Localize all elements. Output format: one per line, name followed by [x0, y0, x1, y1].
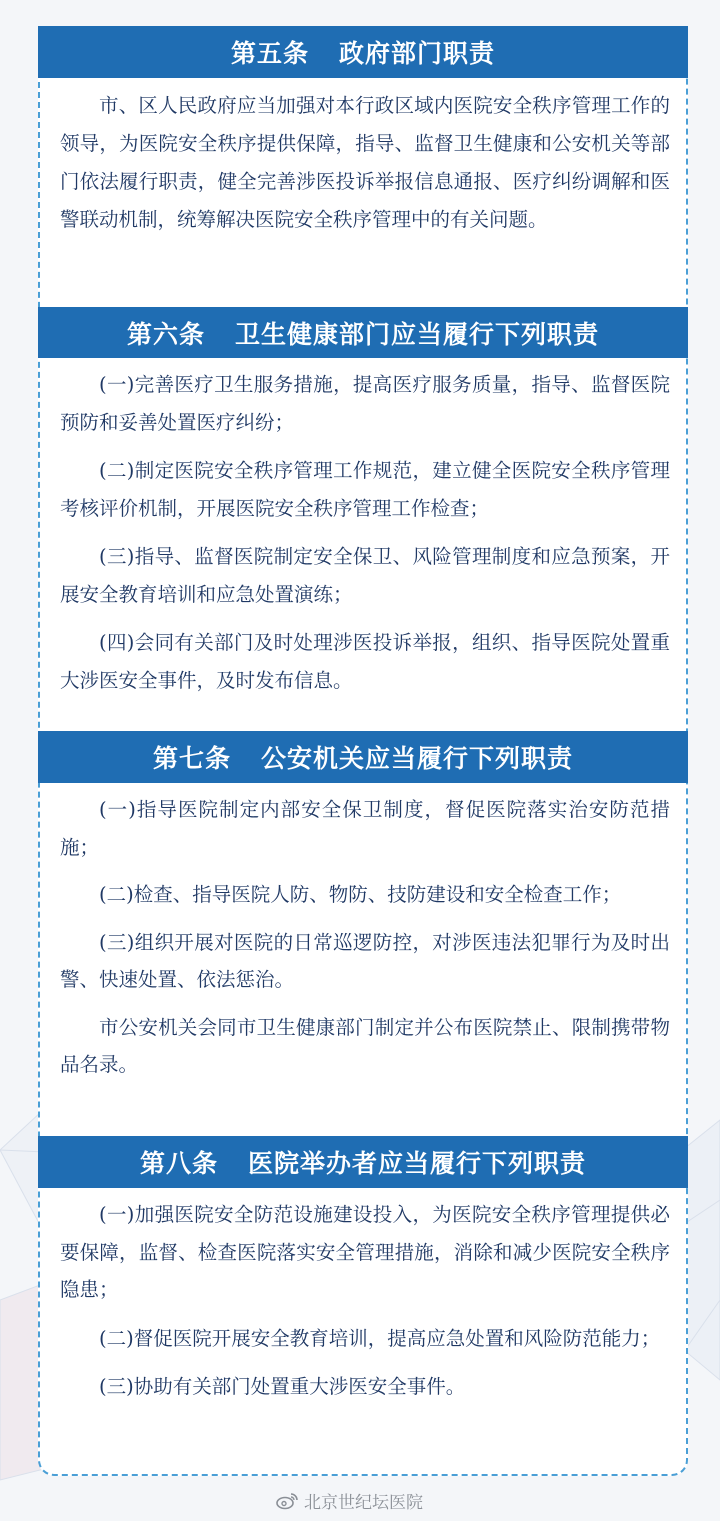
article-5-title: 政府部门职责 — [339, 39, 496, 68]
article-8-item-3: (三)协助有关部门处置重大涉医安全事件。 — [99, 1375, 466, 1398]
article-7-item-2: (二)检查、指导医院人防、物防、技防建设和安全检查工作； — [99, 883, 622, 906]
article-6-header — [38, 307, 688, 358]
article-8-header — [38, 1136, 688, 1188]
article-7-item-1: (一)指导医院制定内部安全保卫制度，督促医院落实治安防范措施； — [60, 798, 670, 859]
article-7-note: 市公安机关会同市卫生健康部门制定并公布医院禁止、限制携带物品名录。 — [60, 1015, 670, 1076]
article-5-number: 第五条 — [230, 39, 309, 68]
article-8-number: 第八条 — [139, 1149, 218, 1178]
article-6-item-1: (一)完善医疗卫生服务措施，提高医疗服务质量，指导、监督医院预防和妥善处置医疗纠纷； — [60, 373, 670, 434]
article-7-header — [38, 731, 688, 783]
article-8-item-2: (二)督促医院开展安全教育培训，提高应急处置和风险防范能力； — [99, 1326, 661, 1350]
article-6-title: 卫生健康部门应当履行下列职责 — [235, 319, 600, 349]
article-5-para-1: 市、区人民政府应当加强对本行政区域内医院安全秩序管理工作的领导，为医院安全秩序提供保障，指导、监督卫生健康和公安机关等部门依法履行职责，健全完善涉医投诉举报信息通报、医疗纠纷调解和医警联动机制，统筹解决医院安全秩序管理中的有关问题。 — [60, 94, 670, 231]
article-6-item-2: (二)制定医院安全秩序管理工作规范，建立健全医院安全秩序管理考核评价机制，开展医院安全秩序管理工作检查； — [60, 459, 670, 520]
article-7-title: 公安机关应当履行下列职责 — [261, 744, 574, 773]
article-6-body — [60, 366, 670, 699]
article-8-body — [60, 1196, 670, 1406]
article-7-body — [60, 791, 670, 1084]
watermark — [276, 1488, 423, 1513]
weibo-icon — [276, 1492, 298, 1510]
article-6-item-4: (四)会同有关部门及时处理涉医投诉举报，组织、指导医院处置重大涉医安全事件，及时发布信息。 — [60, 631, 670, 692]
watermark-text: 北京世纪坛医院 — [304, 1493, 423, 1513]
article-7-number: 第七条 — [152, 744, 231, 773]
article-5-body — [60, 87, 670, 239]
article-6-number: 第六条 — [126, 319, 205, 349]
article-8-title: 医院举办者应当履行下列职责 — [248, 1149, 587, 1178]
article-7-item-3: (三)组织开展对医院的日常巡逻防控，对涉医违法犯罪行为及时出警、快速处置、依法惩治。 — [60, 930, 670, 991]
article-5-header — [38, 26, 688, 78]
article-6-item-3: (三)指导、监督医院制定安全保卫、风险管理制度和应急预案，开展安全教育培训和应急处置演练； — [60, 545, 670, 606]
article-8-item-1: (一)加强医院安全防范设施建设投入，为医院安全秩序管理提供必要保障，监督、检查医院落实安全管理措施，消除和减少医院安全秩序隐患； — [60, 1203, 670, 1301]
